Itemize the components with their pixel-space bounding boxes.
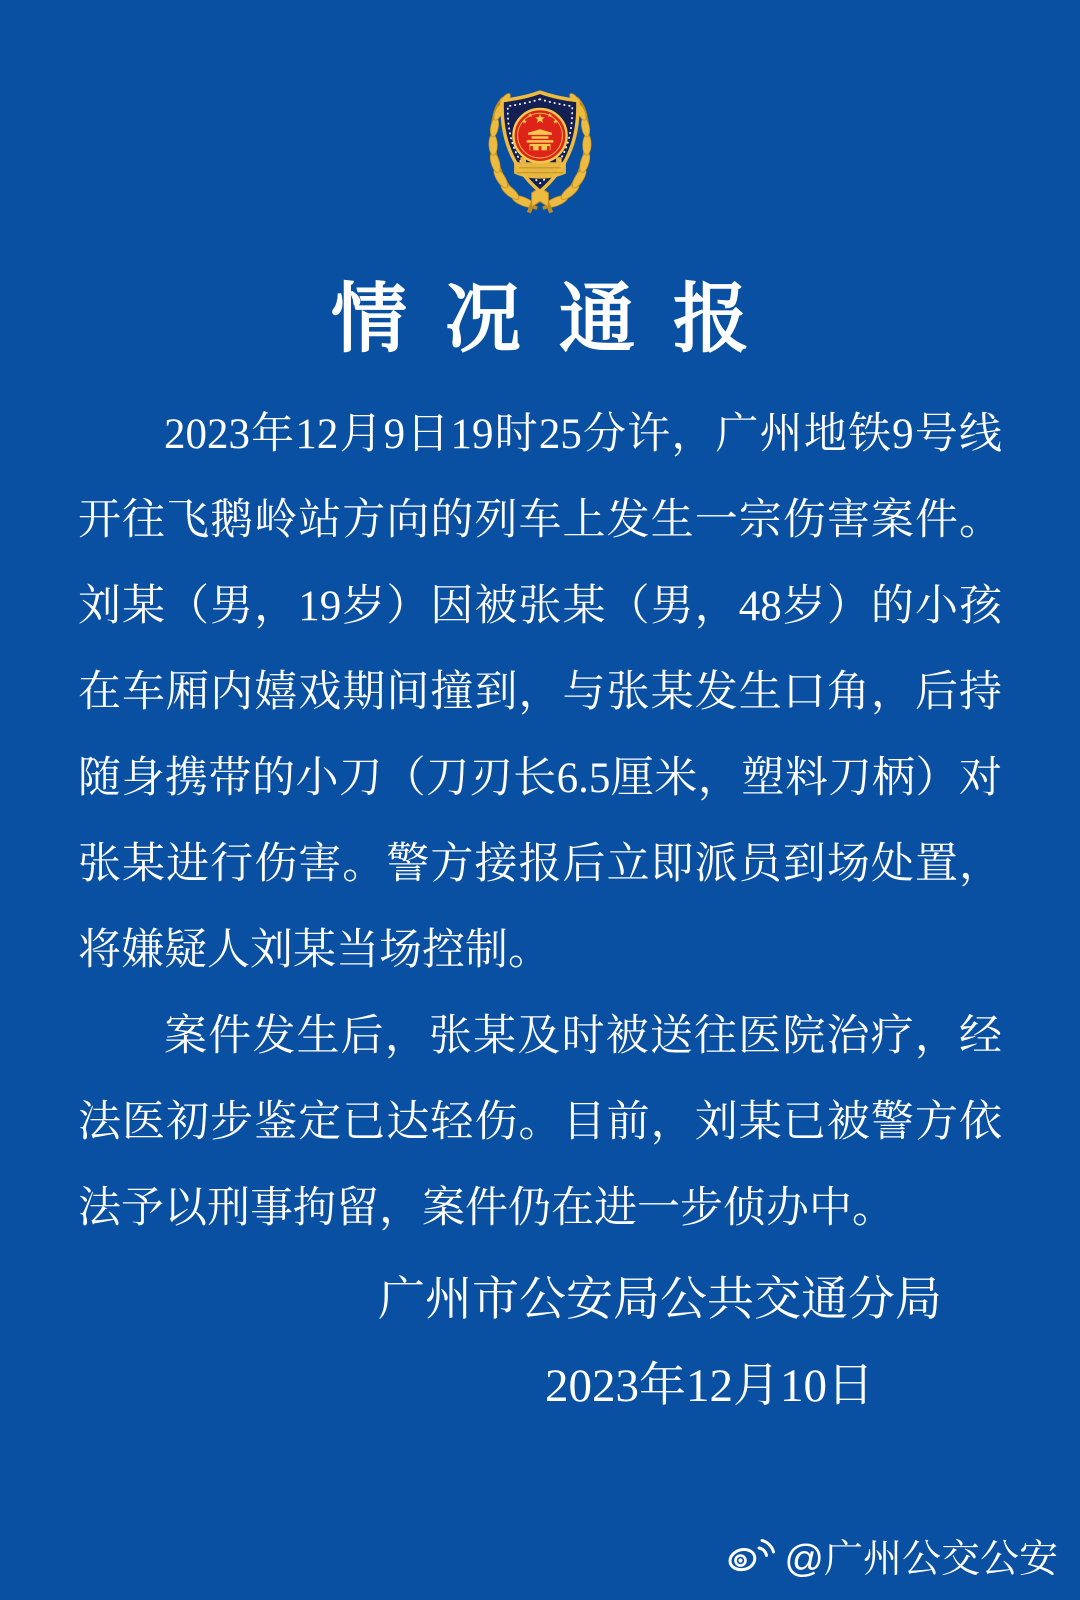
paragraph-1: 2023年12月9日19时25分许，广州地铁9号线开往飞鹅岭站方向的列车上发生一宗伤害案件。刘某（男，19岁）因被张某（男，48岁）的小孩在车厢内嬉戏期间撞到，与张某发生口角，后持随身携带的小刀（刀刃长6.5厘米，塑料刀柄）对张某进行伤害。警方接报后立即派员到场处置，将嫌疑人刘某当场控制。	[78, 411, 1002, 974]
issuer-signature: 广州市公安局公共交通分局	[378, 1274, 942, 1326]
watermark	[726, 1528, 1058, 1584]
watermark-handle: @广州公交公安	[784, 1538, 1058, 1581]
notice-title: 情况通报	[331, 278, 787, 362]
police-badge-icon	[0, 74, 1080, 226]
weibo-icon	[726, 1536, 778, 1576]
paragraph-2: 案件发生后，张某及时被送往医院治疗，经法医初步鉴定已达轻伤。目前，刘某已被警方依法予以刑事拘留，案件仍在进一步侦办中。	[78, 1013, 1002, 1232]
notice-body	[78, 392, 1002, 1252]
notice-date: 2023年12月10日	[545, 1360, 874, 1412]
